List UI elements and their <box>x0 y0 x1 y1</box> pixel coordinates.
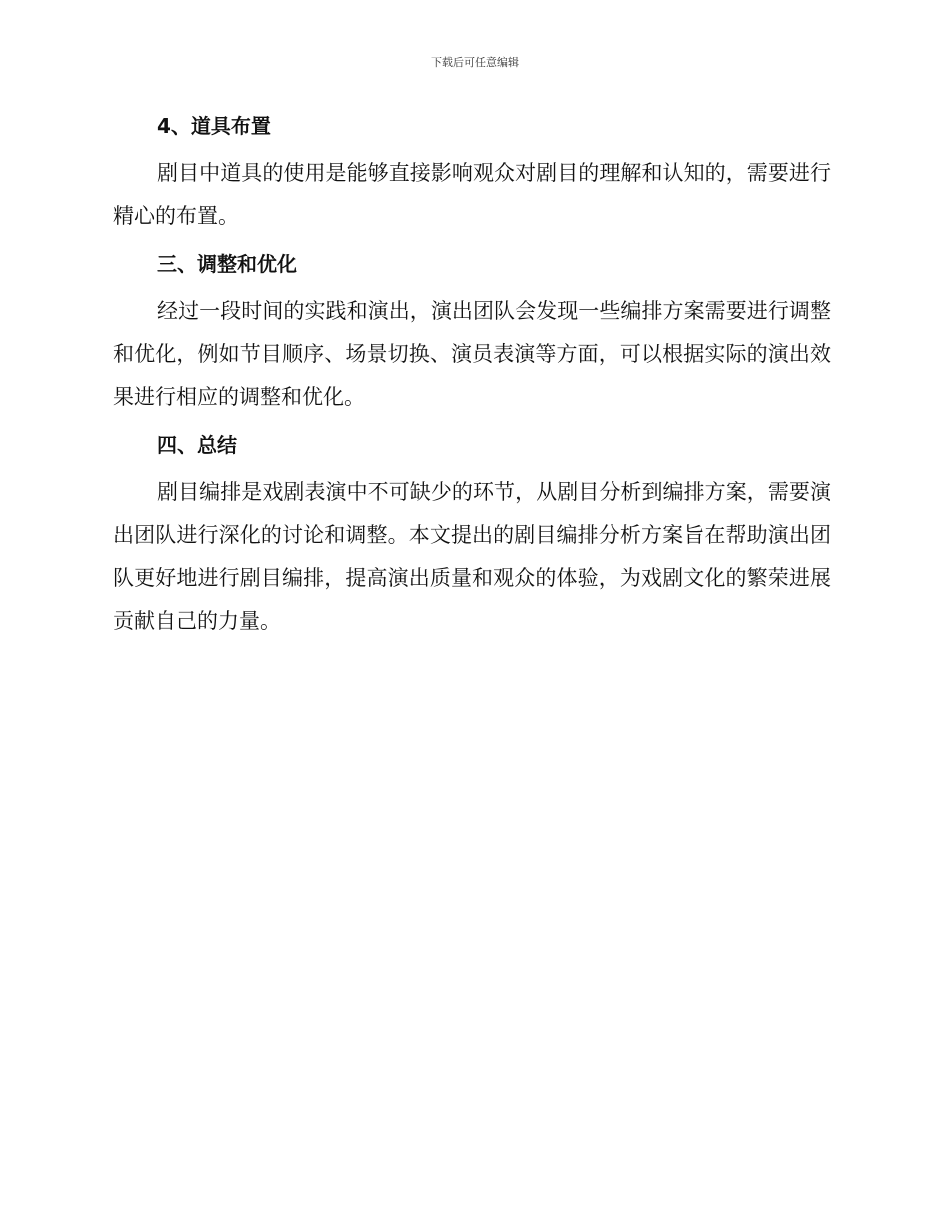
section-paragraph-adjust: 经过一段时间的实践和演出，演出团队会发现一些编排方案需要进行调整和优化，例如节目顺序、场景切换、演员表演等方面，可以根据实际的演出效果进行相应的调整和优化。 <box>113 299 831 409</box>
document-body <box>113 108 831 643</box>
section-paragraph-props: 剧目中道具的使用是能够直接影响观众对剧目的理解和认知的，需要进行精心的布置。 <box>113 161 831 228</box>
section-heading-props: 4、道具布置 <box>157 114 271 138</box>
page-header: 下载后可任意编辑 <box>431 56 519 69</box>
section-heading-adjust: 三、调整和优化 <box>157 252 297 276</box>
section-heading-summary: 四、总结 <box>157 433 237 457</box>
section-paragraph-summary: 剧目编排是戏剧表演中不可缺少的环节，从剧目分析到编排方案，需要演出团队进行深化的讨论和调整。本文提出的剧目编排分析方案旨在帮助演出团队更好地进行剧目编排，提高演出质量和观众的体验，为戏剧文化的繁荣进展贡献自己的力量。 <box>113 480 831 633</box>
